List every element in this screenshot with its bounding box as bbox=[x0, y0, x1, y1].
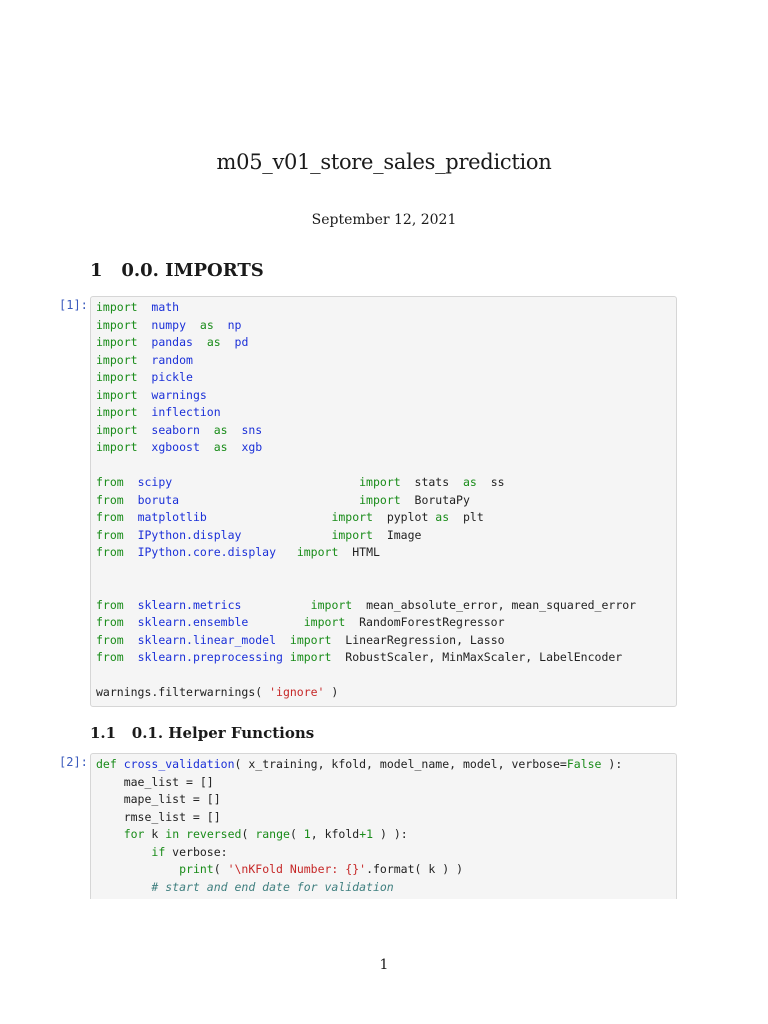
code-token: sklearn.linear_model bbox=[137, 632, 277, 647]
code-token bbox=[138, 388, 152, 402]
code-token bbox=[193, 335, 207, 349]
code-token bbox=[124, 475, 138, 489]
code-line bbox=[96, 632, 676, 650]
code-token bbox=[179, 493, 359, 507]
code-line bbox=[96, 861, 676, 879]
code-token bbox=[228, 423, 242, 437]
code-token bbox=[138, 353, 152, 367]
code-token: verbose: bbox=[165, 844, 228, 859]
code-line bbox=[96, 492, 676, 510]
code-token: def bbox=[96, 757, 117, 771]
code-token: stats bbox=[400, 475, 463, 489]
code-line bbox=[96, 597, 676, 615]
code-token: reversed bbox=[186, 827, 242, 841]
code-line bbox=[96, 299, 676, 317]
code-token: pickle bbox=[151, 370, 193, 384]
code-token bbox=[96, 845, 151, 859]
code-line bbox=[96, 844, 676, 862]
code-token: warnings bbox=[151, 387, 207, 402]
code-token bbox=[214, 318, 228, 332]
code-token: ss bbox=[476, 475, 505, 489]
code-token: import bbox=[96, 405, 138, 419]
cell-prompt: [1]: bbox=[59, 298, 88, 312]
code-line bbox=[96, 826, 676, 844]
code-token: ) bbox=[324, 685, 339, 699]
code-token: as bbox=[206, 335, 221, 349]
code-token bbox=[138, 405, 152, 419]
code-token: np bbox=[227, 317, 242, 332]
code-token: if bbox=[151, 844, 166, 859]
code-token bbox=[221, 335, 235, 349]
code-token: IPython.core.display bbox=[137, 545, 277, 559]
section-heading-helper-functions: 1.1 0.1. Helper Functions bbox=[90, 724, 315, 742]
code-token bbox=[124, 650, 138, 664]
code-token: import bbox=[96, 440, 138, 454]
code-token: from bbox=[96, 650, 124, 664]
code-token bbox=[172, 475, 359, 489]
code-token bbox=[200, 423, 214, 437]
code-token bbox=[138, 335, 152, 349]
code-token: from bbox=[96, 527, 124, 542]
code-token bbox=[138, 300, 152, 314]
code-token: print bbox=[179, 862, 214, 876]
code-token: from bbox=[96, 492, 124, 507]
code-token: , kfold bbox=[310, 827, 360, 841]
code-token: math bbox=[151, 300, 180, 314]
code-token: from bbox=[96, 475, 124, 489]
code-token: import bbox=[96, 387, 138, 402]
code-line bbox=[96, 544, 676, 562]
code-token: False bbox=[566, 757, 602, 771]
code-token: sns bbox=[241, 422, 263, 437]
code-token bbox=[96, 827, 124, 841]
code-token: ): bbox=[601, 757, 623, 771]
code-line bbox=[96, 756, 676, 774]
code-token bbox=[241, 598, 310, 612]
code-token: cross_validation bbox=[123, 757, 235, 771]
code-line bbox=[96, 387, 676, 405]
code-token: import bbox=[96, 370, 138, 384]
code-token: import bbox=[96, 300, 138, 314]
code-line bbox=[96, 649, 676, 667]
code-token: ( bbox=[241, 827, 256, 841]
code-token: mape_list = [] bbox=[96, 792, 221, 806]
code-line bbox=[96, 791, 676, 809]
code-token: 'ignore' bbox=[269, 685, 325, 699]
code-token: from bbox=[96, 545, 124, 559]
code-token: plt bbox=[449, 510, 484, 524]
code-token: pyplot bbox=[372, 510, 436, 524]
code-token bbox=[186, 318, 200, 332]
code-token bbox=[276, 545, 297, 559]
code-token: import bbox=[331, 527, 373, 542]
code-line bbox=[96, 667, 676, 685]
code-token: as bbox=[462, 475, 477, 489]
code-token: IPython.display bbox=[137, 527, 242, 542]
code-token: matplotlib bbox=[137, 510, 207, 524]
code-line bbox=[96, 404, 676, 422]
code-token bbox=[138, 318, 152, 332]
code-token bbox=[138, 370, 152, 384]
code-line bbox=[96, 774, 676, 792]
code-token: from bbox=[96, 510, 124, 524]
code-token bbox=[124, 633, 138, 647]
code-cell-imports[interactable] bbox=[90, 296, 677, 707]
code-token bbox=[228, 440, 242, 454]
code-token bbox=[138, 440, 152, 454]
code-token: rmse_list = [] bbox=[96, 809, 221, 824]
code-line bbox=[96, 422, 676, 440]
code-token: # start and end date for validation bbox=[151, 879, 394, 894]
code-token: sklearn.metrics bbox=[137, 597, 242, 612]
code-token: import bbox=[359, 492, 401, 507]
code-line bbox=[96, 474, 676, 492]
code-token: import bbox=[310, 597, 353, 612]
code-token: mae_list = [] bbox=[96, 774, 214, 789]
code-line bbox=[96, 562, 676, 580]
code-token: from bbox=[96, 632, 124, 647]
section-heading-imports: 1 0.0. IMPORTS bbox=[90, 260, 264, 281]
code-token: '\nKFold Number: {}' bbox=[227, 862, 367, 876]
code-token: sklearn.preprocessing bbox=[137, 650, 283, 664]
code-token bbox=[96, 880, 151, 894]
code-line bbox=[96, 879, 676, 897]
code-token bbox=[124, 510, 138, 524]
code-token: for bbox=[123, 827, 145, 841]
document-title: m05_v01_store_sales_prediction bbox=[216, 150, 552, 174]
code-token: import bbox=[296, 545, 339, 559]
code-token: import bbox=[96, 317, 138, 332]
code-token: import bbox=[96, 335, 138, 349]
code-token: random bbox=[151, 352, 193, 367]
code-token bbox=[200, 440, 214, 454]
code-token: import bbox=[96, 352, 138, 367]
code-cell-helper-functions[interactable] bbox=[90, 753, 677, 899]
code-token: as bbox=[213, 422, 228, 437]
cell-prompt: [2]: bbox=[59, 755, 88, 769]
code-token: import bbox=[289, 632, 332, 647]
code-token: import bbox=[282, 650, 332, 664]
code-token: RandomForestRegressor bbox=[345, 615, 505, 629]
code-line bbox=[96, 509, 676, 527]
code-token: in bbox=[165, 827, 180, 841]
code-token: ) ): bbox=[373, 827, 408, 841]
code-token bbox=[138, 423, 152, 437]
code-token bbox=[276, 633, 290, 647]
code-token bbox=[96, 862, 179, 876]
code-token: 1 bbox=[303, 827, 311, 841]
code-token: sklearn.ensemble bbox=[137, 615, 249, 629]
code-token: import bbox=[96, 422, 138, 437]
code-token bbox=[124, 528, 138, 542]
code-token: import bbox=[303, 615, 346, 629]
code-token: inflection bbox=[151, 405, 221, 419]
code-line bbox=[96, 809, 676, 827]
code-token: xgb bbox=[241, 440, 263, 454]
code-token: warnings.filterwarnings( bbox=[96, 685, 270, 699]
code-token: boruta bbox=[137, 492, 180, 507]
code-line bbox=[96, 439, 676, 457]
code-token: LinearRegression, Lasso bbox=[331, 632, 505, 647]
code-token bbox=[117, 757, 124, 771]
code-token: as bbox=[213, 440, 228, 454]
code-token: Image bbox=[372, 527, 422, 542]
code-token: pd bbox=[234, 335, 249, 349]
code-token: scipy bbox=[137, 475, 173, 489]
code-token: pandas bbox=[151, 335, 193, 349]
code-token: .format( k ) ) bbox=[366, 862, 463, 876]
code-line bbox=[96, 527, 676, 545]
code-token bbox=[248, 615, 303, 629]
code-token: RobustScaler, MinMaxScaler, LabelEncoder bbox=[331, 650, 623, 664]
code-token: HTML bbox=[338, 545, 380, 559]
code-token: from bbox=[96, 615, 124, 629]
code-token: BorutaPy bbox=[400, 492, 470, 507]
code-line bbox=[96, 352, 676, 370]
code-line bbox=[96, 614, 676, 632]
code-line bbox=[96, 684, 676, 702]
code-token bbox=[124, 545, 138, 559]
page-number: 1 bbox=[379, 957, 389, 973]
code-token: +1 bbox=[359, 827, 374, 841]
code-line bbox=[96, 579, 676, 597]
code-token bbox=[241, 528, 331, 542]
code-token bbox=[207, 510, 332, 524]
code-token: range bbox=[255, 827, 290, 841]
code-token: mean_absolute_error, mean_squared_error bbox=[352, 597, 637, 612]
code-token: ( x_training, kfold, model_name, model, verbose= bbox=[234, 757, 567, 771]
code-token: import bbox=[331, 510, 373, 524]
code-line bbox=[96, 369, 676, 387]
code-token: ( bbox=[289, 827, 304, 841]
document-date: September 12, 2021 bbox=[311, 212, 457, 228]
code-token bbox=[124, 598, 138, 612]
code-token: numpy bbox=[151, 317, 187, 332]
code-line bbox=[96, 457, 676, 475]
code-line bbox=[96, 334, 676, 352]
code-token bbox=[124, 493, 138, 507]
code-token: ( bbox=[213, 862, 228, 876]
code-token: import bbox=[359, 475, 401, 489]
code-token: seaborn bbox=[151, 422, 200, 437]
code-token: k bbox=[144, 827, 166, 841]
code-token: as bbox=[435, 510, 450, 524]
code-token bbox=[124, 615, 138, 629]
code-token: from bbox=[96, 597, 124, 612]
code-token: as bbox=[199, 317, 214, 332]
code-line bbox=[96, 317, 676, 335]
code-token: xgboost bbox=[151, 440, 200, 454]
